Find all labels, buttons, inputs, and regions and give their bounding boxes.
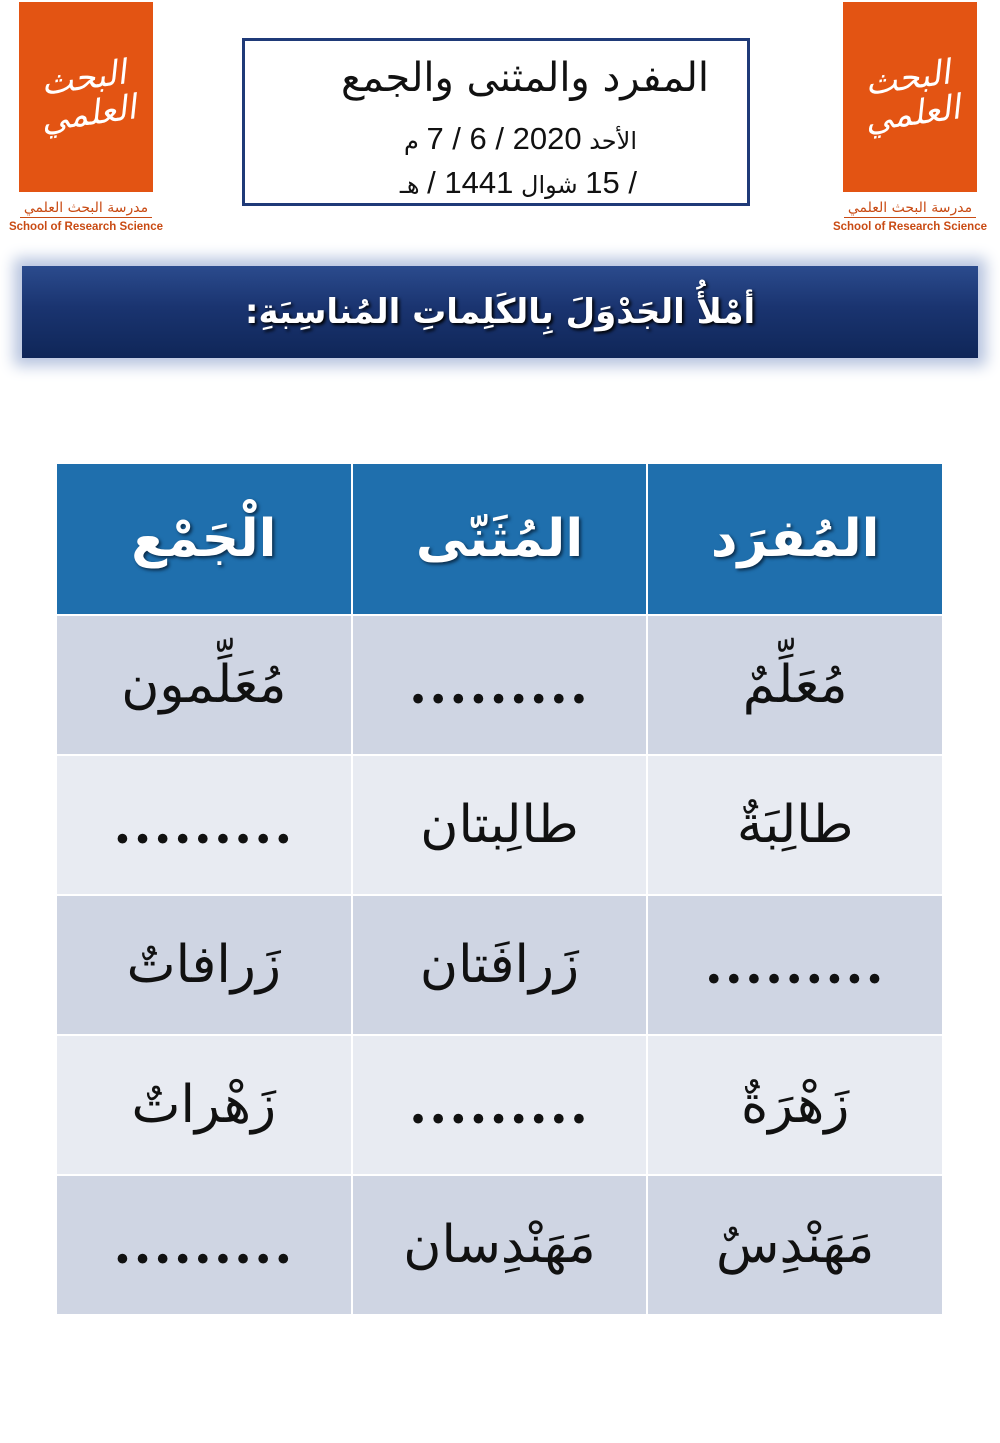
logo-calligraphy: البحث العلمي [862,52,963,141]
logo-arabic-name: مدرسة البحث العلمي [844,200,976,218]
table-header-row [56,463,943,615]
school-logo-right [824,2,996,242]
cell-dual: زَرافَتان [352,895,648,1035]
cell-singular: زَهْرَةٌ [647,1035,943,1175]
cell-singular: مَهَنْدِسٌ [647,1175,943,1315]
instruction-banner [22,266,978,358]
word-table [55,462,944,1316]
logo-calligraphy: البحث العلمي [38,52,139,141]
day-label: الأحد [589,127,637,155]
title-box [242,38,750,206]
blank-cell-singular[interactable]: ......... [647,895,943,1035]
table-row [56,1175,943,1315]
hijri-date-line [400,165,637,201]
gregorian-date-line [404,121,637,157]
hijri-year: / 1441 [427,165,514,200]
hijri-month: شوال [521,171,578,199]
gregorian-date: 7 / 6 / 2020 [426,121,582,156]
gregorian-suffix: م [403,127,419,155]
logo-english-name: School of Research Science [8,221,164,233]
school-logo-left [0,2,172,242]
blank-cell-dual[interactable]: ......... [352,1035,648,1175]
hijri-day: 15 / [585,165,637,200]
cell-plural: مُعَلِّمون [56,615,352,755]
table-row [56,755,943,895]
header-dual: المُثَنّى [352,463,648,615]
cell-plural: زَهْراتٌ [56,1035,352,1175]
instruction-text: أمْلأُ الجَدْوَلَ بِالكَلِماتِ المُناسِبَةِ: [244,292,756,332]
cell-dual: مَهَنْدِسان [352,1175,648,1315]
table-row [56,1035,943,1175]
header-plural: الْجَمْع [56,463,352,615]
logo-emblem [19,2,153,192]
blank-cell-plural[interactable]: ......... [56,755,352,895]
blank-cell-dual[interactable]: ......... [352,615,648,755]
logo-english-name: School of Research Science [832,221,988,233]
cell-plural: زَرافاتٌ [56,895,352,1035]
header-singular: المُفرَد [647,463,943,615]
cell-singular: مُعَلِّمٌ [647,615,943,755]
page-title: المفرد والمثنى والجمع [340,55,709,101]
logo-emblem [843,2,977,192]
hijri-suffix: هـ [399,171,420,199]
logo-arabic-name: مدرسة البحث العلمي [20,200,152,218]
cell-singular: طالِبَةٌ [647,755,943,895]
blank-cell-plural[interactable]: ......... [56,1175,352,1315]
table-row [56,895,943,1035]
table-row [56,615,943,755]
cell-dual: طالِبتان [352,755,648,895]
